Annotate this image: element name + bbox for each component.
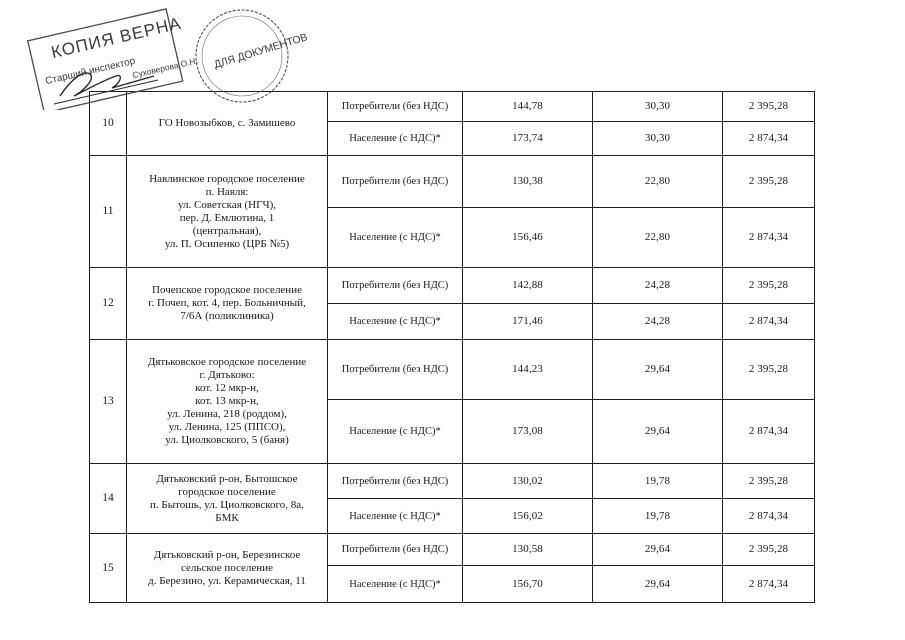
category-cell: Потребители (без НДС) — [328, 92, 463, 122]
value-cell: 173,08 — [463, 400, 593, 464]
value-cell: 2 395,28 — [723, 156, 815, 208]
value-cell: 2 395,28 — [723, 340, 815, 400]
value-cell: 24,28 — [593, 268, 723, 304]
location-cell: Дятьковский р-он, Бытошское городское поселение п. Бытошь, ул. Циолковского, 8а, БМК — [127, 464, 328, 534]
seal-label: ДЛЯ ДОКУМЕНТОВ — [212, 31, 309, 72]
row-number: 13 — [90, 340, 127, 464]
location-cell: Дятьковский р-он, Березинское сельское поселение д. Березино, ул. Керамическая, 11 — [127, 534, 328, 603]
location-cell: Почепское городское поселение г. Почеп, кот. 4, пер. Больничный, 7/6А (поликлиника) — [127, 268, 328, 340]
value-cell: 29,64 — [593, 400, 723, 464]
value-cell: 171,46 — [463, 304, 593, 340]
row-number: 14 — [90, 464, 127, 534]
value-cell: 2 395,28 — [723, 534, 815, 566]
location-cell: ГО Новозыбков, с. Замишево — [127, 92, 328, 156]
value-cell: 130,58 — [463, 534, 593, 566]
category-cell: Потребители (без НДС) — [328, 156, 463, 208]
category-cell: Потребители (без НДС) — [328, 340, 463, 400]
category-cell: Население (с НДС)* — [328, 566, 463, 603]
table-row — [90, 156, 815, 208]
value-cell: 29,64 — [593, 534, 723, 566]
row-number: 15 — [90, 534, 127, 603]
value-cell: 173,74 — [463, 122, 593, 156]
value-cell: 29,64 — [593, 340, 723, 400]
value-cell: 2 874,34 — [723, 566, 815, 603]
value-cell: 2 874,34 — [723, 499, 815, 534]
category-cell: Потребители (без НДС) — [328, 464, 463, 499]
value-cell: 144,23 — [463, 340, 593, 400]
stamp-name: Суховерова О.Н. — [131, 55, 199, 81]
category-cell: Население (с НДС)* — [328, 208, 463, 268]
table-row — [90, 534, 815, 566]
table-row — [90, 340, 815, 400]
value-cell: 30,30 — [593, 122, 723, 156]
value-cell: 144,78 — [463, 92, 593, 122]
value-cell: 30,30 — [593, 92, 723, 122]
value-cell: 130,02 — [463, 464, 593, 499]
location-cell: Навлинское городское поселение п. Навля: ул. Советская (НГЧ), пер. Д. Емлютина, 1 (центральная), ул. П. Осипенко (ЦРБ №5) — [127, 156, 328, 268]
row-number: 10 — [90, 92, 127, 156]
tariff-table — [89, 91, 815, 603]
category-cell: Население (с НДС)* — [328, 499, 463, 534]
value-cell: 2 395,28 — [723, 268, 815, 304]
value-cell: 156,70 — [463, 566, 593, 603]
table-row — [90, 268, 815, 304]
value-cell: 142,88 — [463, 268, 593, 304]
category-cell: Население (с НДС)* — [328, 400, 463, 464]
row-number: 11 — [90, 156, 127, 268]
value-cell: 156,46 — [463, 208, 593, 268]
table-row — [90, 464, 815, 499]
value-cell: 19,78 — [593, 499, 723, 534]
value-cell: 22,80 — [593, 208, 723, 268]
value-cell: 24,28 — [593, 304, 723, 340]
stamp-position: Старший инспектор — [44, 55, 137, 88]
value-cell: 2 874,34 — [723, 208, 815, 268]
location-cell: Дятьковское городское поселение г. Дятьково: кот. 12 мкр-н, кот. 13 мкр-н, ул. Ленина, 218 (роддом), ул. Ленина, 125 (ППСО), ул. Циолковского, 5 (баня) — [127, 340, 328, 464]
table-row — [90, 92, 815, 122]
stamp-title: КОПИЯ ВЕРНА — [49, 13, 184, 63]
round-seal — [196, 10, 309, 102]
value-cell: 130,38 — [463, 156, 593, 208]
value-cell: 19,78 — [593, 464, 723, 499]
value-cell: 2 874,34 — [723, 400, 815, 464]
value-cell: 29,64 — [593, 566, 723, 603]
category-cell: Потребители (без НДС) — [328, 268, 463, 304]
category-cell: Население (с НДС)* — [328, 122, 463, 156]
value-cell: 22,80 — [593, 156, 723, 208]
row-number: 12 — [90, 268, 127, 340]
value-cell: 2 874,34 — [723, 122, 815, 156]
value-cell: 2 874,34 — [723, 304, 815, 340]
category-cell: Население (с НДС)* — [328, 304, 463, 340]
value-cell: 2 395,28 — [723, 464, 815, 499]
value-cell: 156,02 — [463, 499, 593, 534]
value-cell: 2 395,28 — [723, 92, 815, 122]
category-cell: Потребители (без НДС) — [328, 534, 463, 566]
